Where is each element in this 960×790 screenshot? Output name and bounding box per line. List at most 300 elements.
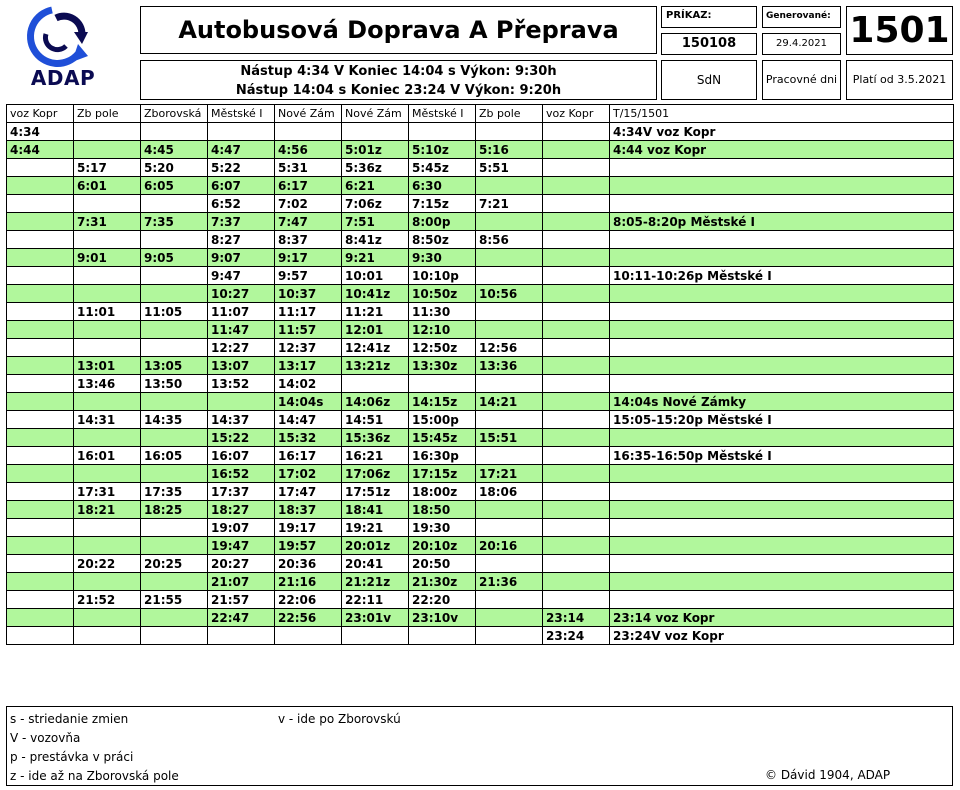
table-cell: 16:05 (141, 447, 208, 465)
table-cell: 14:04s (275, 393, 342, 411)
generated-label: Generované: (762, 6, 841, 28)
table-cell (476, 555, 543, 573)
table-cell (543, 195, 610, 213)
table-cell (476, 213, 543, 231)
table-row (7, 555, 954, 573)
table-row (7, 375, 954, 393)
table-row (7, 447, 954, 465)
table-cell: 20:27 (208, 555, 275, 573)
table-cell (476, 303, 543, 321)
table-row (7, 483, 954, 501)
table-cell: 12:37 (275, 339, 342, 357)
table-cell: 13:46 (74, 375, 141, 393)
table-cell (7, 339, 74, 357)
table-cell (543, 339, 610, 357)
table-cell (7, 591, 74, 609)
table-cell (610, 303, 954, 321)
table-cell: 14:06z (342, 393, 409, 411)
table-cell: 15:45z (409, 429, 476, 447)
column-header: Zb pole (74, 105, 141, 123)
column-header: voz Kopr (543, 105, 610, 123)
table-cell (7, 285, 74, 303)
column-header: Městské I (409, 105, 476, 123)
table-cell (74, 519, 141, 537)
table-row (7, 573, 954, 591)
table-cell (610, 375, 954, 393)
table-cell (476, 501, 543, 519)
table-cell: 17:15z (409, 465, 476, 483)
table-cell: 20:41 (342, 555, 409, 573)
table-cell: 5:16 (476, 141, 543, 159)
table-cell (141, 465, 208, 483)
valid-from: Platí od 3.5.2021 (846, 60, 953, 100)
table-cell (7, 375, 74, 393)
table-cell: 20:16 (476, 537, 543, 555)
table-cell: 6:30 (409, 177, 476, 195)
table-cell: 10:56 (476, 285, 543, 303)
table-cell (476, 609, 543, 627)
table-cell (141, 321, 208, 339)
legend (6, 706, 953, 786)
table-cell (543, 429, 610, 447)
table-cell: 10:10p (409, 267, 476, 285)
table-cell: 20:25 (141, 555, 208, 573)
table-cell: 16:35-16:50p Městské I (610, 447, 954, 465)
table-cell (141, 339, 208, 357)
copyright: © Dávid 1904, ADAP (765, 768, 891, 782)
table-cell (7, 555, 74, 573)
table-cell: 5:31 (275, 159, 342, 177)
table-cell (141, 609, 208, 627)
table-cell (7, 303, 74, 321)
table-cell: 18:27 (208, 501, 275, 519)
table-cell (610, 231, 954, 249)
day-type: Pracovné dni (762, 60, 841, 100)
table-cell: 20:22 (74, 555, 141, 573)
table-cell (7, 519, 74, 537)
table-cell (7, 213, 74, 231)
table-cell (74, 321, 141, 339)
table-cell: 11:21 (342, 303, 409, 321)
table-cell (141, 231, 208, 249)
table-cell (141, 123, 208, 141)
table-cell (610, 339, 954, 357)
table-cell: 11:30 (409, 303, 476, 321)
table-cell: 22:56 (275, 609, 342, 627)
table-cell: 15:36z (342, 429, 409, 447)
table-cell: 10:01 (342, 267, 409, 285)
logo-text: ADAP (30, 66, 96, 90)
table-cell: 8:00p (409, 213, 476, 231)
table-cell: 14:51 (342, 411, 409, 429)
table-cell: 8:50z (409, 231, 476, 249)
table-cell: 15:51 (476, 429, 543, 447)
table-cell: 8:27 (208, 231, 275, 249)
table-row (7, 159, 954, 177)
table-cell (7, 249, 74, 267)
table-cell (342, 627, 409, 645)
table-cell: 18:06 (476, 483, 543, 501)
table-cell: 15:22 (208, 429, 275, 447)
table-cell (409, 375, 476, 393)
table-cell: 4:34V voz Kopr (610, 123, 954, 141)
table-cell: 18:50 (409, 501, 476, 519)
table-row (7, 627, 954, 645)
table-cell (476, 249, 543, 267)
legend-middle (278, 710, 401, 729)
legend-left (10, 710, 179, 786)
table-cell (208, 123, 275, 141)
table-cell: 21:21z (342, 573, 409, 591)
table-cell (476, 519, 543, 537)
table-cell: 9:01 (74, 249, 141, 267)
table-cell: 4:44 voz Kopr (610, 141, 954, 159)
table-cell (543, 537, 610, 555)
table-cell: 7:47 (275, 213, 342, 231)
column-header: Městské I (208, 105, 275, 123)
table-cell (74, 141, 141, 159)
table-cell: 6:17 (275, 177, 342, 195)
table-cell (208, 393, 275, 411)
column-header: Zborovská (141, 105, 208, 123)
table-cell: 18:41 (342, 501, 409, 519)
table-cell (543, 411, 610, 429)
table-cell (543, 465, 610, 483)
table-cell (543, 357, 610, 375)
table-cell: 20:36 (275, 555, 342, 573)
table-cell: 7:51 (342, 213, 409, 231)
table-cell: 9:17 (275, 249, 342, 267)
table-cell (610, 159, 954, 177)
table-cell (610, 501, 954, 519)
table-cell: 13:36 (476, 357, 543, 375)
table-row (7, 465, 954, 483)
table-cell (610, 591, 954, 609)
table-cell: 12:56 (476, 339, 543, 357)
table-cell: 16:21 (342, 447, 409, 465)
table-cell (409, 627, 476, 645)
route-number: 1501 (846, 6, 953, 55)
table-cell: 13:05 (141, 357, 208, 375)
table-cell (543, 555, 610, 573)
table-cell: 9:30 (409, 249, 476, 267)
table-cell: 20:01z (342, 537, 409, 555)
table-cell: 23:24V voz Kopr (610, 627, 954, 645)
table-cell: 20:10z (409, 537, 476, 555)
table-row (7, 213, 954, 231)
table-cell (543, 159, 610, 177)
table-cell (342, 123, 409, 141)
table-cell: 21:52 (74, 591, 141, 609)
table-header-row (7, 105, 954, 123)
table-cell (7, 357, 74, 375)
table-cell: 11:57 (275, 321, 342, 339)
table-row (7, 177, 954, 195)
table-cell: 12:01 (342, 321, 409, 339)
column-header: voz Kopr (7, 105, 74, 123)
table-cell: 17:02 (275, 465, 342, 483)
table-cell (476, 447, 543, 465)
table-row (7, 609, 954, 627)
table-cell: 17:35 (141, 483, 208, 501)
table-cell: 17:37 (208, 483, 275, 501)
table-cell (7, 177, 74, 195)
table-row (7, 123, 954, 141)
column-header: T/15/1501 (610, 105, 954, 123)
table-cell (543, 285, 610, 303)
table-cell (7, 627, 74, 645)
table-cell (141, 519, 208, 537)
table-cell: 16:07 (208, 447, 275, 465)
table-cell: 7:15z (409, 195, 476, 213)
table-cell: 17:51z (342, 483, 409, 501)
table-cell: 4:45 (141, 141, 208, 159)
table-row (7, 231, 954, 249)
table-cell (543, 177, 610, 195)
legend-item: s - striedanie zmien (10, 712, 129, 726)
page-title: Autobusová Doprava A Přeprava (140, 6, 657, 54)
table-cell: 6:01 (74, 177, 141, 195)
table-row (7, 267, 954, 285)
prikaz-label: PRÍKAZ: (661, 6, 757, 28)
table-row (7, 591, 954, 609)
table-cell (7, 429, 74, 447)
table-cell (74, 627, 141, 645)
table-cell (74, 537, 141, 555)
table-cell (543, 591, 610, 609)
table-cell: 10:37 (275, 285, 342, 303)
table-cell: 5:22 (208, 159, 275, 177)
table-cell: 9:21 (342, 249, 409, 267)
table-cell (7, 321, 74, 339)
table-cell (7, 465, 74, 483)
table-cell (141, 393, 208, 411)
table-cell (476, 375, 543, 393)
table-cell: 13:50 (141, 375, 208, 393)
table-cell (141, 573, 208, 591)
table-cell: 21:55 (141, 591, 208, 609)
table-cell: 11:05 (141, 303, 208, 321)
table-cell (141, 429, 208, 447)
table-cell: 23:10v (409, 609, 476, 627)
table-cell: 8:41z (342, 231, 409, 249)
table-cell (7, 159, 74, 177)
table-cell: 18:00z (409, 483, 476, 501)
table-cell (476, 591, 543, 609)
table-cell: 21:07 (208, 573, 275, 591)
legend-item: v - ide po Zborovskú (278, 712, 401, 726)
table-cell: 15:00p (409, 411, 476, 429)
table-cell (74, 195, 141, 213)
table-cell: 10:11-10:26p Městské I (610, 267, 954, 285)
table-cell (476, 123, 543, 141)
table-cell (610, 177, 954, 195)
table-cell: 11:07 (208, 303, 275, 321)
table-cell (610, 321, 954, 339)
table-cell: 8:37 (275, 231, 342, 249)
table-cell (74, 267, 141, 285)
table-cell: 14:02 (275, 375, 342, 393)
table-cell: 14:37 (208, 411, 275, 429)
table-cell: 13:01 (74, 357, 141, 375)
table-cell: 21:30z (409, 573, 476, 591)
table-cell: 5:20 (141, 159, 208, 177)
table-cell: 17:31 (74, 483, 141, 501)
table-cell (74, 285, 141, 303)
table-cell: 16:01 (74, 447, 141, 465)
table-cell (543, 213, 610, 231)
table-cell (476, 267, 543, 285)
table-cell: 7:06z (342, 195, 409, 213)
table-cell (476, 321, 543, 339)
table-cell: 9:05 (141, 249, 208, 267)
table-row (7, 411, 954, 429)
table-cell: 6:21 (342, 177, 409, 195)
table-cell: 16:30p (409, 447, 476, 465)
table-cell: 18:37 (275, 501, 342, 519)
table-cell (543, 123, 610, 141)
generated-value: 29.4.2021 (762, 33, 841, 55)
table-cell (141, 195, 208, 213)
timetable (6, 104, 954, 645)
table-cell: 5:17 (74, 159, 141, 177)
table-cell: 10:27 (208, 285, 275, 303)
table-cell: 12:50z (409, 339, 476, 357)
table-cell (7, 393, 74, 411)
table-cell: 17:06z (342, 465, 409, 483)
table-cell: 6:52 (208, 195, 275, 213)
table-cell: 19:47 (208, 537, 275, 555)
day-code: SdN (661, 60, 757, 100)
table-cell: 10:50z (409, 285, 476, 303)
table-cell: 4:44 (7, 141, 74, 159)
table-cell (476, 627, 543, 645)
table-row (7, 195, 954, 213)
table-cell (610, 195, 954, 213)
table-cell: 5:51 (476, 159, 543, 177)
table-row (7, 303, 954, 321)
table-cell: 8:56 (476, 231, 543, 249)
table-cell: 14:31 (74, 411, 141, 429)
column-header: Zb pole (476, 105, 543, 123)
column-header: Nové Zám (342, 105, 409, 123)
table-cell: 6:07 (208, 177, 275, 195)
table-cell: 7:37 (208, 213, 275, 231)
table-cell: 15:05-15:20p Městské I (610, 411, 954, 429)
table-row (7, 501, 954, 519)
table-cell (610, 429, 954, 447)
shift-line-1: Nástup 4:34 V Koniec 14:04 s Výkon: 9:30h (240, 64, 557, 79)
table-cell: 21:57 (208, 591, 275, 609)
table-cell (543, 303, 610, 321)
table-cell: 14:35 (141, 411, 208, 429)
table-cell: 17:21 (476, 465, 543, 483)
table-cell (610, 483, 954, 501)
table-cell (409, 123, 476, 141)
table-cell: 12:10 (409, 321, 476, 339)
table-cell: 19:21 (342, 519, 409, 537)
table-cell (74, 609, 141, 627)
table-row (7, 393, 954, 411)
table-cell: 11:17 (275, 303, 342, 321)
table-cell: 10:41z (342, 285, 409, 303)
table-cell: 23:24 (543, 627, 610, 645)
table-cell (543, 231, 610, 249)
legend-item: z - ide až na Zborovská pole (10, 769, 179, 783)
table-cell (543, 249, 610, 267)
table-cell (610, 249, 954, 267)
table-row (7, 519, 954, 537)
table-cell: 8:05-8:20p Městské I (610, 213, 954, 231)
table-cell (543, 573, 610, 591)
table-cell: 7:21 (476, 195, 543, 213)
table-cell: 22:11 (342, 591, 409, 609)
table-cell (610, 555, 954, 573)
table-cell: 17:47 (275, 483, 342, 501)
legend-item: V - vozovňa (10, 731, 81, 745)
table-row (7, 321, 954, 339)
table-row (7, 357, 954, 375)
prikaz-value: 150108 (661, 33, 757, 55)
table-cell: 22:06 (275, 591, 342, 609)
table-cell: 22:20 (409, 591, 476, 609)
table-cell (610, 465, 954, 483)
table-cell (543, 483, 610, 501)
table-cell (543, 141, 610, 159)
shift-info (140, 60, 657, 100)
table-cell: 13:30z (409, 357, 476, 375)
table-cell (7, 573, 74, 591)
table-cell: 7:02 (275, 195, 342, 213)
table-cell: 22:47 (208, 609, 275, 627)
table-cell (543, 519, 610, 537)
table-cell: 12:27 (208, 339, 275, 357)
table-cell: 12:41z (342, 339, 409, 357)
table-cell: 4:34 (7, 123, 74, 141)
table-cell: 5:01z (342, 141, 409, 159)
table-cell (543, 375, 610, 393)
table-cell: 19:30 (409, 519, 476, 537)
table-cell (141, 537, 208, 555)
table-cell (275, 123, 342, 141)
table-cell (7, 231, 74, 249)
table-cell (74, 429, 141, 447)
table-cell: 21:36 (476, 573, 543, 591)
table-cell: 4:56 (275, 141, 342, 159)
table-cell (476, 411, 543, 429)
table-cell (7, 195, 74, 213)
table-cell: 18:25 (141, 501, 208, 519)
table-cell: 16:17 (275, 447, 342, 465)
table-cell: 14:47 (275, 411, 342, 429)
table-cell: 23:14 voz Kopr (610, 609, 954, 627)
table-cell (74, 393, 141, 411)
table-cell (141, 627, 208, 645)
table-cell (7, 483, 74, 501)
table-cell (7, 609, 74, 627)
table-cell: 14:21 (476, 393, 543, 411)
table-cell (476, 177, 543, 195)
table-cell (610, 519, 954, 537)
table-cell (74, 123, 141, 141)
table-cell (543, 321, 610, 339)
table-cell (7, 447, 74, 465)
table-cell (74, 231, 141, 249)
table-cell (610, 285, 954, 303)
legend-item: p - prestávka v práci (10, 750, 134, 764)
table-cell: 11:47 (208, 321, 275, 339)
table-cell (141, 267, 208, 285)
